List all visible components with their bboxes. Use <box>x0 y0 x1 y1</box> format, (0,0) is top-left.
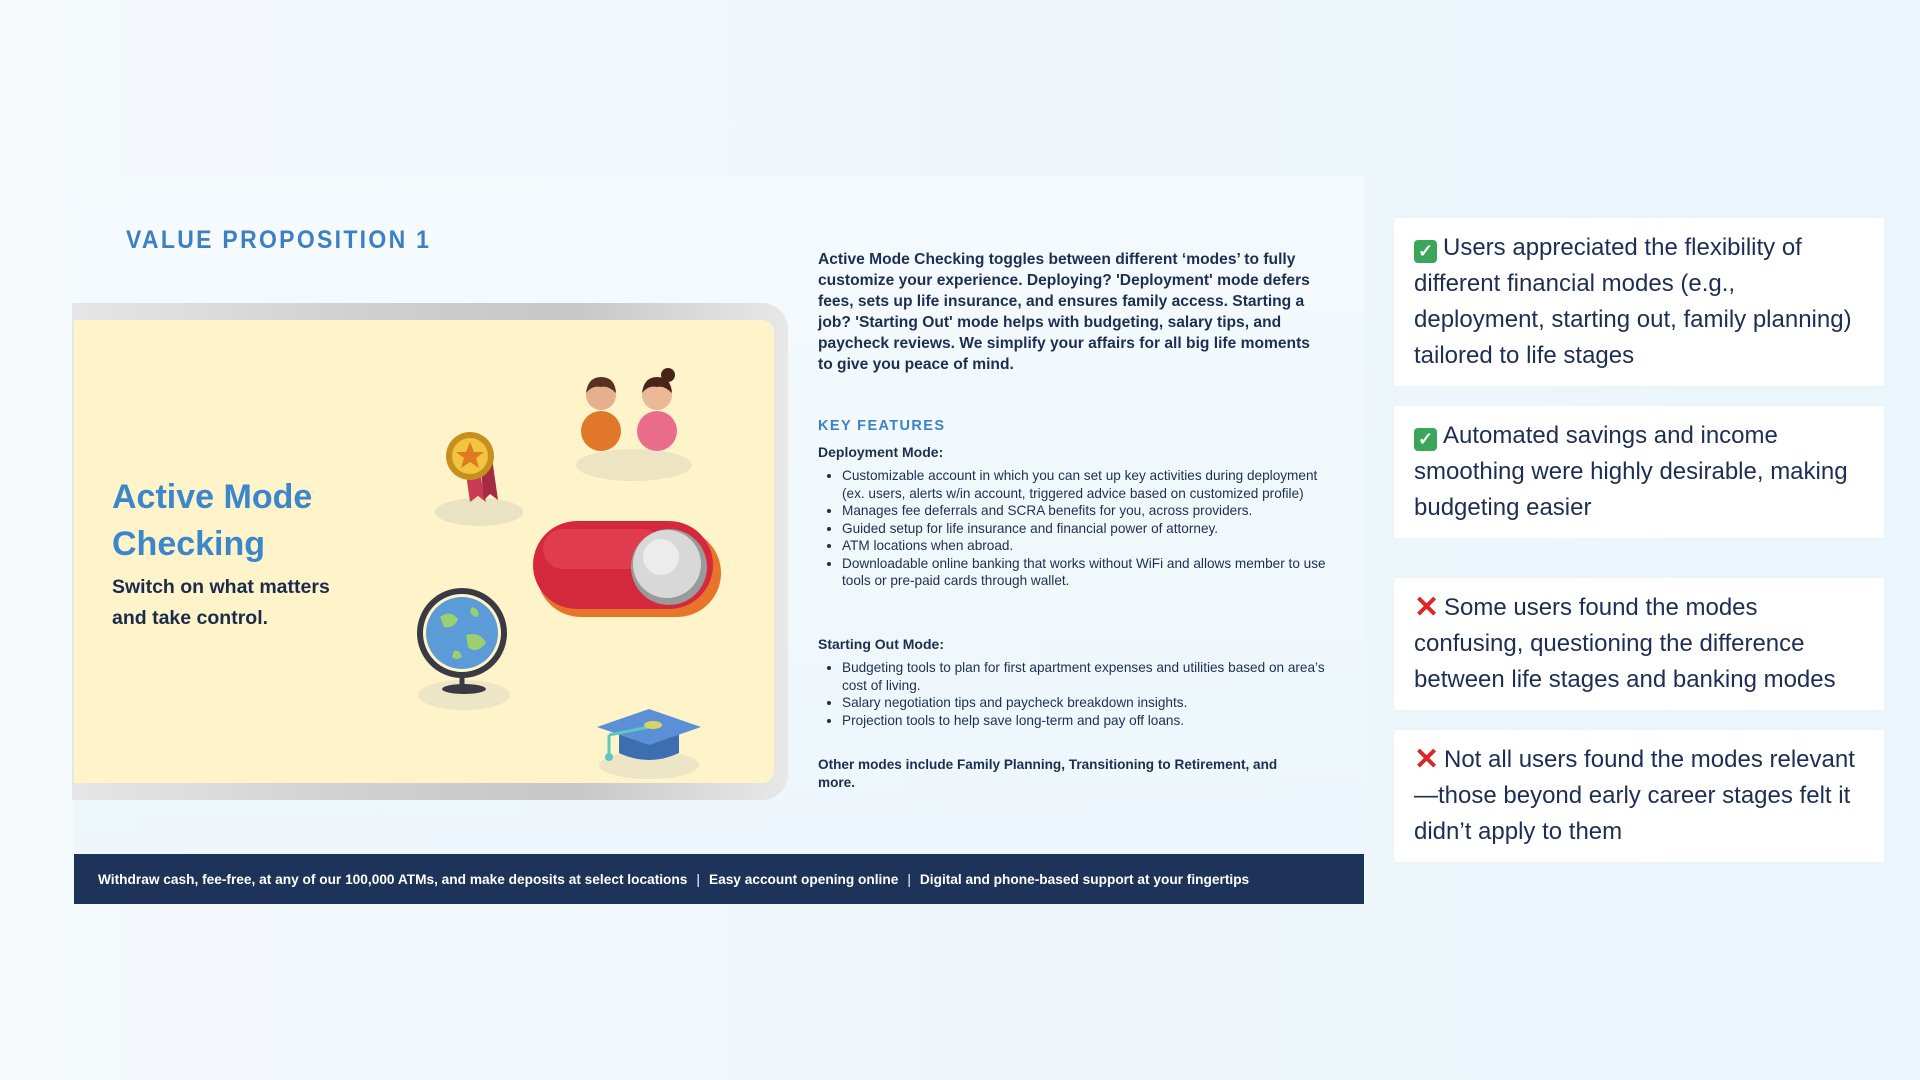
list-item: • Salary negotiation tips and paycheck breakdown insights. <box>842 694 1342 712</box>
feedback-text: Automated savings and income smoothing were highly desirable, making budgeting easier <box>1414 422 1848 521</box>
banner-item-account-opening: Easy account opening online <box>708 871 899 887</box>
key-features-title: KEY FEATURES <box>818 418 946 434</box>
globe-icon <box>414 575 524 715</box>
feedback-card-negative <box>1394 730 1884 862</box>
check-mark-icon: ✓ <box>1414 240 1437 263</box>
feedback-card-positive <box>1394 406 1884 538</box>
people-icon <box>574 365 704 485</box>
list-item: • Budgeting tools to plan for first apartment expenses and utilities based on area’s cost of living. <box>842 659 1342 694</box>
list-item: • Guided setup for life insurance and financial power of attorney. <box>842 520 1342 538</box>
banner-item-support: Digital and phone-based support at your fingertips <box>919 871 1250 887</box>
feedback-text: Not all users found the modes relevant—those beyond early career stages felt it didn’t apply to them <box>1414 746 1855 845</box>
deployment-feature-list <box>818 467 1342 590</box>
banner-item-atm: Withdraw cash, fee-free, at any of our 100,000 ATMs, and make deposits at select locations <box>98 871 688 887</box>
starting-out-feature-list <box>818 659 1342 729</box>
banner-separator: | <box>696 871 700 887</box>
list-item: • Projection tools to help save long-term and pay off loans. <box>842 712 1342 730</box>
list-item: • ATM locations when abroad. <box>842 537 1342 555</box>
product-description: Active Mode Checking toggles between different ‘modes’ to fully customize your experience. Deploying? 'Deployment' mode defers fees, sets up life insurance, and ensures family access. Starting a job? 'Starting Out' mode helps with budgeting, salary tips, and paycheck reviews. We simplify your affairs for all big life moments to give you peace of mind. <box>818 251 1310 373</box>
cross-mark-icon: ✕ <box>1414 743 1440 776</box>
feedback-card-negative <box>1394 578 1884 710</box>
cross-mark-icon: ✕ <box>1414 591 1440 624</box>
list-item: • Downloadable online banking that works without WiFi and allows member to use tools or pre-paid cards through wallet. <box>842 555 1342 590</box>
check-mark-icon: ✓ <box>1414 428 1437 451</box>
card-subtitle: Switch on what matters and take control. <box>112 576 330 629</box>
feedback-text: Users appreciated the flexibility of different financial modes (e.g., deployment, starting out, family planning) tailored to life stages <box>1414 234 1852 369</box>
benefits-banner <box>74 854 1364 904</box>
value-proposition-slide <box>74 176 1364 904</box>
graduation-cap-icon <box>589 695 709 785</box>
card-title: Active Mode Checking <box>112 478 313 563</box>
toggle-switch-icon <box>529 515 729 625</box>
hero-card <box>74 320 774 783</box>
starting-out-mode-title: Starting Out Mode: <box>818 636 944 652</box>
feedback-text: Some users found the modes confusing, questioning the difference between life stages and banking modes <box>1414 594 1836 693</box>
section-title: VALUE PROPOSITION 1 <box>126 226 432 254</box>
deployment-mode-title: Deployment Mode: <box>818 444 944 460</box>
medal-icon <box>434 420 544 530</box>
feedback-card-positive <box>1394 218 1884 386</box>
other-modes-note: Other modes include Family Planning, Transitioning to Retirement, and more. <box>818 757 1278 790</box>
list-item: • Customizable account in which you can set up key activities during deployment (ex. users, alerts w/in account, triggered advice based on customized profile) <box>842 467 1342 502</box>
banner-separator: | <box>907 871 911 887</box>
list-item: • Manages fee deferrals and SCRA benefits for you, across providers. <box>842 502 1342 520</box>
